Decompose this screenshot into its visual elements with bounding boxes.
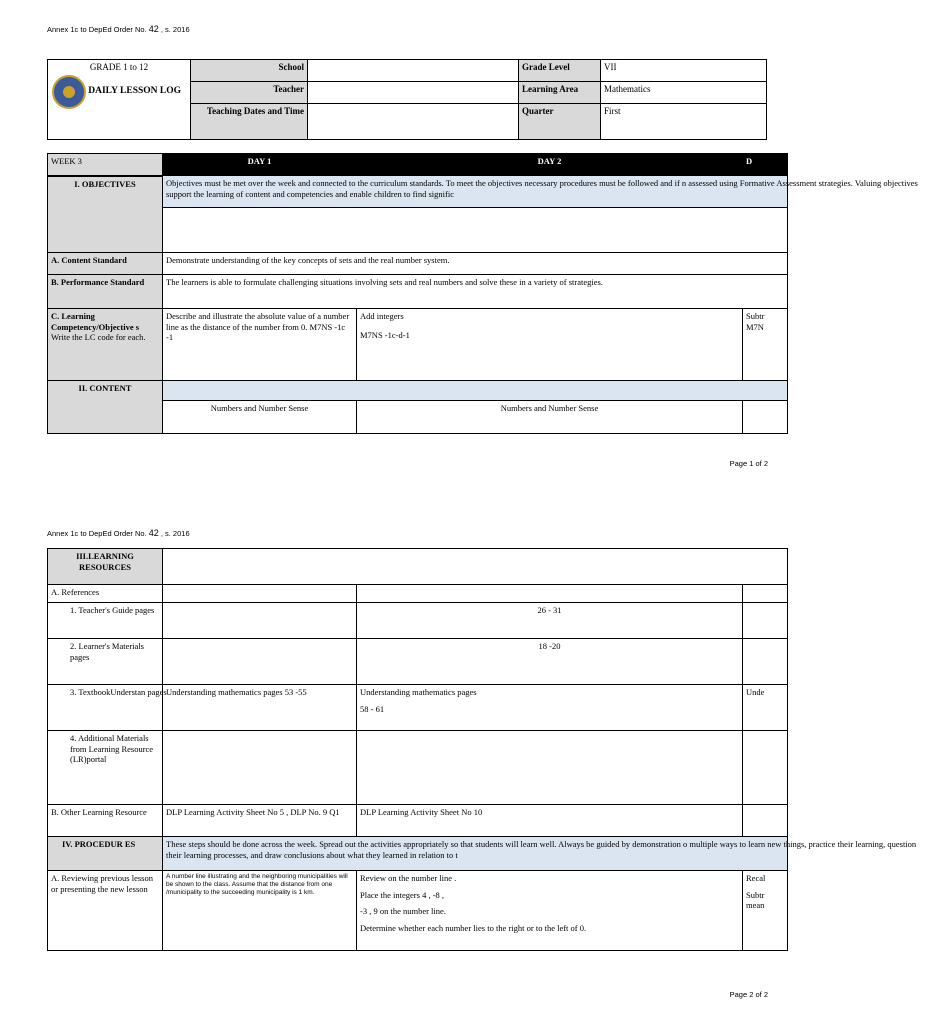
other-resource-day1: DLP Learning Activity Sheet No 5 , DLP No. 9 Q1 bbox=[163, 805, 357, 837]
reviewing-day2: Review on the number line . Place the integers 4 , -8 , -3 , 9 on the number line. Determine whether each number lies to the right or to the left of 0. bbox=[357, 871, 743, 951]
references-label: A. References bbox=[48, 585, 163, 603]
grade-label: GRADE 1 to 12 bbox=[89, 62, 149, 72]
week-label: WEEK 3 bbox=[48, 154, 163, 176]
content-standard-text: Demonstrate understanding of the key concepts of sets and the real number system. bbox=[163, 253, 788, 275]
annex-line-page1: Annex 1c to DepEd Order No. 42 , s. 2016 bbox=[47, 24, 190, 34]
textbook-day2: Understanding mathematics pages 58 - 61 bbox=[357, 685, 743, 731]
learners-materials-day1 bbox=[163, 639, 357, 685]
textbook-day1: Understanding mathematics pages 53 -55 bbox=[163, 685, 357, 731]
procedures-text: These steps should be done across the week. Spread out the activities appropriately so that students will learn well. Always be guided by demonstration o multiple ways to learn new things, practice their learning, question their learning processes, and draw conclusions about what they learned in relation to t bbox=[163, 837, 788, 871]
reviewing-label: A. Reviewing previous lesson or presenting the new lesson bbox=[48, 871, 163, 951]
quarter-label: Quarter bbox=[519, 104, 601, 140]
day1-header: DAY 1 bbox=[163, 154, 357, 176]
procedures-label: IV. PROCEDUR ES bbox=[48, 837, 163, 871]
page-number-2: Page 2 of 2 bbox=[729, 990, 768, 999]
quarter-value: First bbox=[601, 104, 767, 140]
deped-seal-icon bbox=[52, 75, 86, 109]
dates-label: Teaching Dates and Time bbox=[191, 104, 308, 140]
content-label: II. CONTENT bbox=[48, 381, 163, 434]
learning-area-label: Learning Area bbox=[519, 82, 601, 104]
performance-standard-label: B. Performance Standard bbox=[48, 275, 163, 309]
content-standard-label: A. Content Standard bbox=[48, 253, 163, 275]
log-title: DAILY LESSON LOG bbox=[88, 86, 181, 97]
teacher-label: Teacher bbox=[191, 82, 308, 104]
objectives-blank bbox=[163, 208, 788, 253]
lc-day1: Describe and illustrate the absolute value of a number line as the distance of the number from 0. M7NS -1c -1 bbox=[163, 309, 357, 381]
teachers-guide-label: 1. Teacher's Guide pages bbox=[48, 603, 163, 639]
lc-day2: Add integers M7NS -1c-d-1 bbox=[357, 309, 743, 381]
objectives-label: I. OBJECTIVES bbox=[48, 176, 163, 253]
learners-materials-label: 2. Learner's Materials pages bbox=[48, 639, 163, 685]
other-resource-day2: DLP Learning Activity Sheet No 10 bbox=[357, 805, 743, 837]
content-day3 bbox=[743, 401, 788, 434]
reviewing-day1: A number line illustrating and the neighboring municipalities will be shown to the class. Assume that the distance from one /municipality to the succeeding municipality is 1 km. bbox=[163, 871, 357, 951]
school-field[interactable] bbox=[308, 60, 519, 82]
learners-materials-day2: 18 -20 bbox=[357, 639, 743, 685]
learning-resources-label: III.LEARNING RESOURCES bbox=[48, 549, 163, 585]
lesson-table-page1 bbox=[47, 153, 918, 434]
teachers-guide-day2: 26 - 31 bbox=[357, 603, 743, 639]
learning-competency-label: C. Learning Competency/Objective s Write the LC code for each. bbox=[48, 309, 163, 381]
grade-block bbox=[48, 60, 191, 140]
day2-header: DAY 2 bbox=[357, 154, 743, 176]
page-number-1: Page 1 of 2 bbox=[729, 459, 768, 468]
other-resource-label: B. Other Learning Resource bbox=[48, 805, 163, 837]
textbook-day3: Unde bbox=[743, 685, 788, 731]
grade-level-label: Grade Level bbox=[519, 60, 601, 82]
content-day1: Numbers and Number Sense bbox=[163, 401, 357, 434]
additional-materials-label: 4. Additional Materials from Learning Resource (LR)portal bbox=[48, 731, 163, 805]
annex-line-page2: Annex 1c to DepEd Order No. 42 , s. 2016 bbox=[47, 528, 190, 538]
learning-resources-blank bbox=[163, 549, 788, 585]
school-label: School bbox=[191, 60, 308, 82]
textbook-label: 3. TextbookUnderstan pages bbox=[48, 685, 163, 731]
lc-day3: Subtr M7N bbox=[743, 309, 788, 381]
content-blue-bar bbox=[163, 381, 788, 401]
lesson-table-page2 bbox=[47, 548, 917, 951]
content-day2: Numbers and Number Sense bbox=[357, 401, 743, 434]
grade-level-value: VII bbox=[601, 60, 767, 82]
objectives-text: Objectives must be met over the week and connected to the curriculum standards. To meet the objectives necessary procedures must be followed and if n assessed using Formative Assessment strategies. Valuing objectives support the learning of content and competencies and enable children to find signific bbox=[163, 176, 788, 208]
teacher-field[interactable] bbox=[308, 82, 519, 104]
dates-field[interactable] bbox=[308, 104, 519, 140]
day3-header: D bbox=[743, 154, 788, 176]
teachers-guide-day1 bbox=[163, 603, 357, 639]
header-table bbox=[47, 59, 767, 140]
learning-area-value: Mathematics bbox=[601, 82, 767, 104]
reviewing-day3: Recal Subtr mean bbox=[743, 871, 788, 951]
performance-standard-text: The learners is able to formulate challenging situations involving sets and real numbers and solve these in a variety of strategies. bbox=[163, 275, 788, 309]
